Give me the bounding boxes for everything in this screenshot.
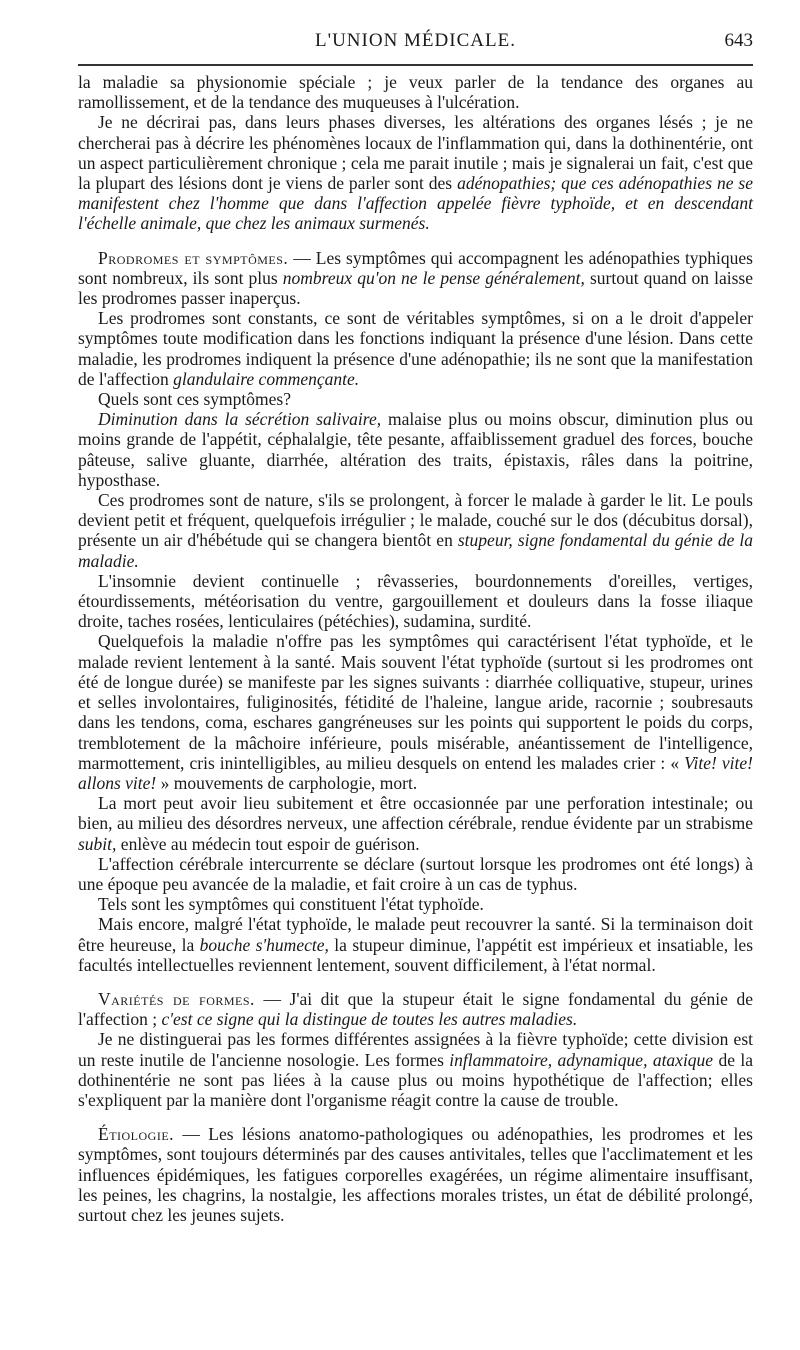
section-heading: Prodromes et symptômes. (98, 247, 289, 268)
section-varietes: Variétés de formes. — J'ai dit que la stupeur était le signe fondamental du génie de l'affection ; c'est ce signe qui la distingue de toutes les autres maladies. (78, 988, 753, 1030)
section-heading: Étiologie. (98, 1124, 175, 1145)
paragraph-1: la maladie sa physionomie spéciale ; je veux parler de la tendance des organes au ramollissement, et de la tendance des muqueuses à l'ulcération. (78, 72, 753, 113)
paragraph-7: Ces prodromes sont de nature, s'ils se prolongent, à forcer le malade à garder le lit. Le pouls devient petit et fréquent, quelquefois irrégulier ; le malade, couché sur le dos (décubitus dorsal), présente un air d'hébétude qui se changera bientôt en stupeur, signe fondamental du génie de la maladie. (78, 490, 753, 571)
paragraph-11: L'affection cérébrale intercurrente se déclare (surtout lorsque les prodromes ont été longs) à une époque peu avancée de la maladie, et fait croire à un cas de typhus. (78, 853, 753, 894)
page-header (78, 30, 753, 60)
journal-title: L'UNION MÉDICALE. (315, 30, 516, 51)
article-body (78, 72, 753, 1312)
paragraph-2: Je ne décrirai pas, dans leurs phases diverses, les altérations des organes lésés ; je ne chercherai pas à décrire les phénomènes locaux de l'inflammation qui, dans la dothinentérie, ont un aspect particulièrement chronique ; cela me parait inutile ; mais je signalerai un fait, c'est que la plupart des lésions dont je viens de parler sont des adénopathies; que ces adénopathies ne se manifestent chez l'homme que dans l'affection appelée fièvre typhoïde, et en descendant l'échelle animale, que chez les animaux surmenés. (78, 112, 753, 234)
paragraph-12: Tels sont les symptômes qui constituent l'état typhoïde. (98, 894, 484, 915)
paragraph-10: La mort peut avoir lieu subitement et être occasionnée par une perforation intestinale; ou bien, au milieu des désordres nerveux, une affection cérébrale, rendue évidente par un strabisme subit, enlève au médecin tout espoir de guérison. (78, 793, 753, 854)
section-prodromes: Prodromes et symptômes. — Les symptômes qui accompagnent les adénopathies typhiques sont nombreux, ils sont plus nombreux qu'on ne le pense généralement, surtout quand on laisse les prodromes passer inaperçus. (78, 247, 753, 309)
paragraph-6: Diminution dans la sécrétion salivaire, malaise plus ou moins obscur, diminution plus ou moins grande de l'appétit, céphalalgie, tête pesante, affaiblissement graduel des forces, bouche pâteuse, salive gluante, diarrhée, altération des traits, épistaxis, râles dans la poitrine, hyposthase. (78, 409, 754, 490)
paragraph-9: Quelquefois la maladie n'offre pas les symptômes qui caractérisent l'état typhoïde, et le malade revient lentement à la santé. Mais souvent l'état typhoïde (surtout si les prodromes ont été de longue durée) se manifeste par les signes suivants : diarrhée colliquative, stupeur, urines et selles involontaires, fuliginosités, fétidité de l'haleine, langue aride, racornie ; soubresauts dans les tendons, coma, eschares gangréneuses sur les points qui supportent le poids du corps, tremblotement de la mâchoire inférieure, pouls misérable, anéantissement de l'intelligence, marmottement, cris inintelligibles, au milieu desquels on entend les malades crier : « Vite! vite! allons vite! » mouvements de carphologie, mort. (78, 631, 753, 793)
paragraph-13: Mais encore, malgré l'état typhoïde, le malade peut recouvrer la santé. Si la terminaison doit être heureuse, la bouche s'humecte, la stupeur diminue, l'appétit est impérieux et insatiable, les facultés intellectuelles reviennent lentement, souvent difficilement, à l'état normal. (78, 914, 754, 975)
paragraph-8: L'insomnie devient continuelle ; rêvasseries, bourdonnements d'oreilles, vertiges, étourdissements, météorisation du ventre, gargouillement et douleurs dans la fosse iliaque droite, taches rosées, lenticulaires (pétéchies), sudamina, surdité. (78, 570, 753, 632)
paragraph-5: Quels sont ces symptômes? (98, 389, 291, 410)
section-etiologie: Étiologie. — Les lésions anatomo-pathologiques ou adénopathies, les prodromes et les symptômes, sont toujours déterminés par des causes antivitales, telles que l'acclimatement et les influences épidémiques, les fatigues corporelles exagérées, un régime alimentaire insuffisant, les peines, les chagrins, la nostalgie, les affections morales tristes, un état de débilité prolongé, surtout chez les jeunes sujets. (78, 1124, 753, 1225)
section-heading: Variétés de formes. (98, 988, 255, 1009)
header-rule (78, 64, 753, 66)
page-number: 643 (724, 30, 753, 51)
paragraph-15: Je ne distinguerai pas les formes différentes assignées à la fièvre typhoïde; cette division est un reste inutile de l'ancienne nosologie. Les formes inflammatoire, adynamique, ataxique de la dothinentérie ne sont pas liées à la cause plus ou moins hypothétique de l'affection; elles s'expliquent par la manière dont l'organisme réagit contre la cause de trouble. (78, 1029, 753, 1110)
paragraph-4: Les prodromes sont constants, ce sont de véritables symptômes, si on a le droit d'appeler symptômes toute modification dans les fonctions indiquant la présence d'une lésion. Dans cette maladie, les prodromes indiquent la présence d'une adénopathie; ils ne sont que la manifestation de l'affection glandulaire commençante. (78, 308, 753, 389)
